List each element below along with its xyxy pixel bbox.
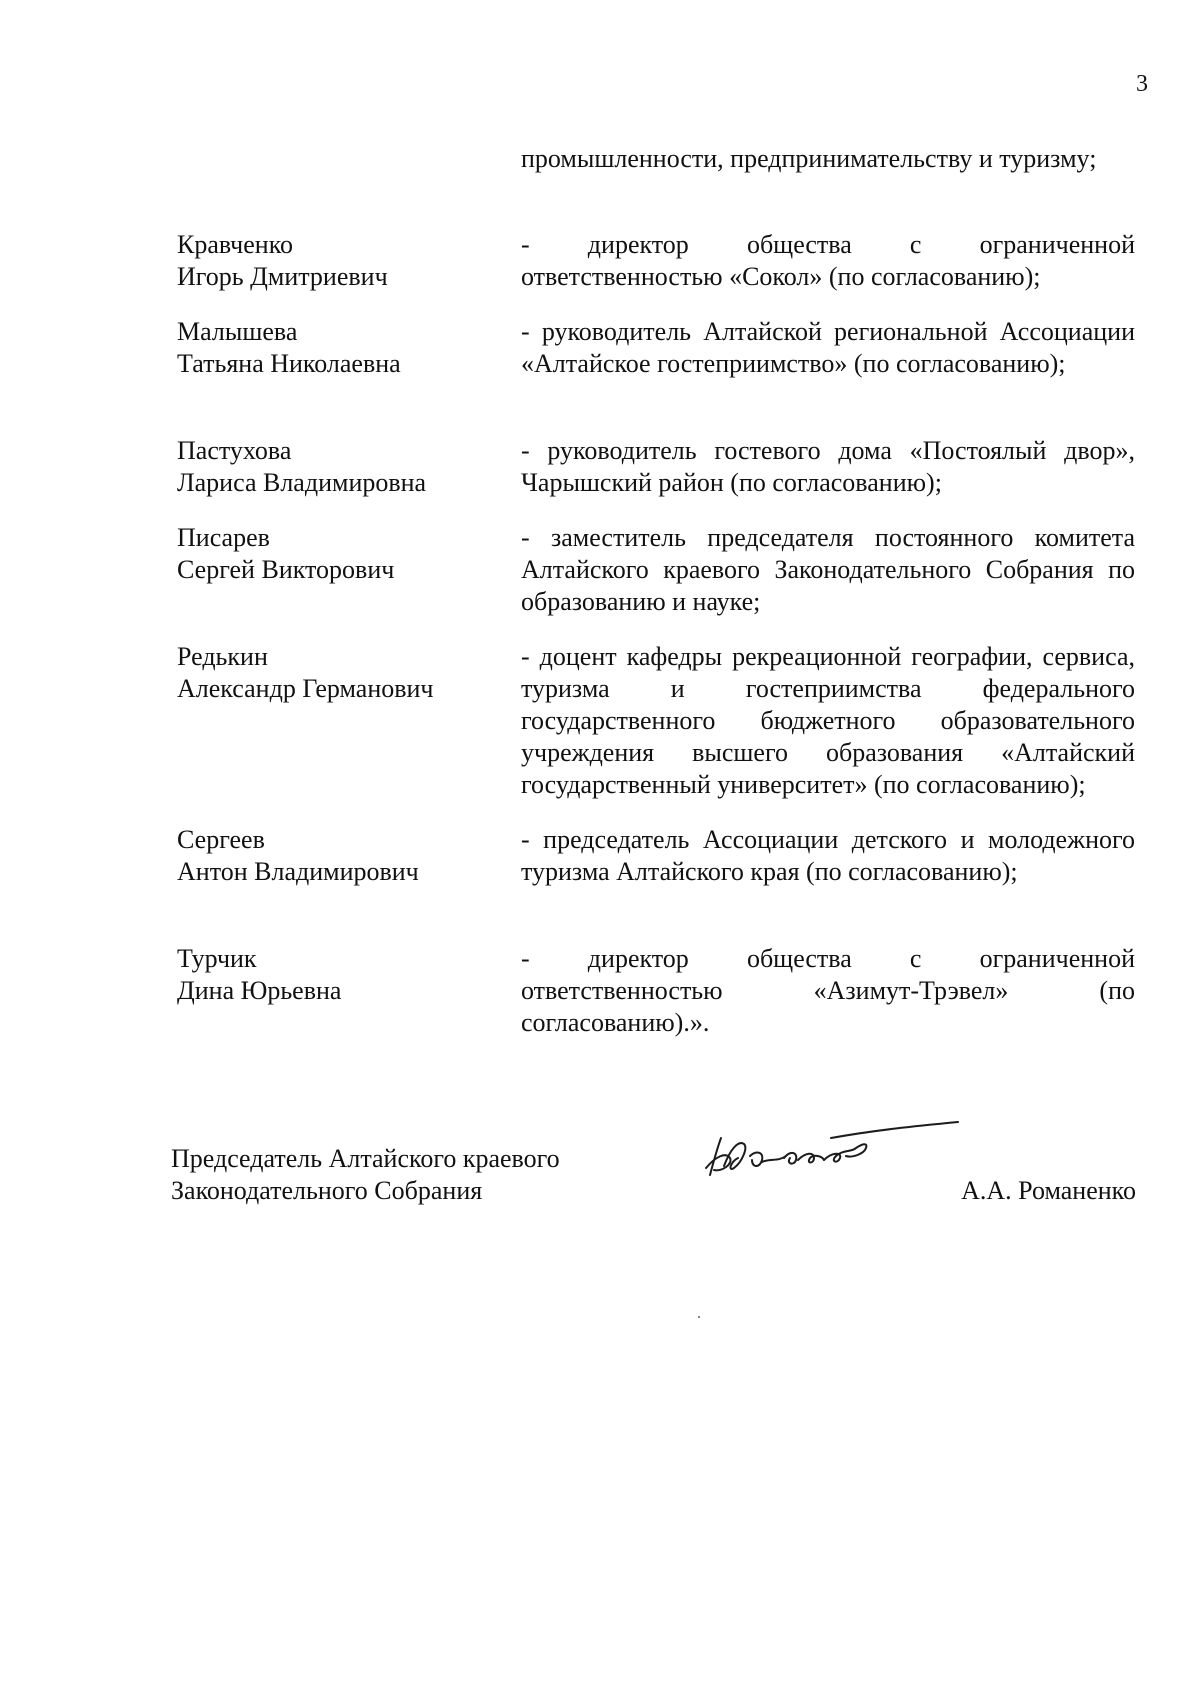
member-name	[177, 316, 497, 380]
member-description: - руководитель гостевого дома «Постоялый двор», Чарышский район (по согласованию);	[521, 436, 1135, 497]
member-name	[177, 641, 497, 705]
member-name	[177, 943, 497, 1007]
page-number: 3	[1136, 71, 1148, 97]
member-last-name: Кравченко	[177, 230, 294, 259]
member-first-names: Игорь Дмитриевич	[177, 262, 388, 291]
intro-description: промышленности, предпринимательству и туризму;	[521, 144, 1097, 173]
signatory-name: А.А. Романенко	[961, 1176, 1136, 1205]
member-last-name: Турчик	[177, 944, 257, 973]
member-description: - председатель Ассоциации детского и молодежного туризма Алтайского края (по согласованию);	[521, 825, 1135, 886]
member-last-name: Малышева	[177, 317, 298, 346]
member-last-name: Пастухова	[177, 436, 292, 465]
member-name	[177, 824, 497, 888]
member-last-name: Сергеев	[177, 825, 265, 854]
signatory-title-line-1: Председатель Алтайского краевого	[171, 1144, 560, 1173]
member-name	[177, 229, 497, 293]
member-first-names: Дина Юрьевна	[177, 976, 342, 1005]
member-last-name: Редькин	[177, 642, 268, 671]
member-first-names: Татьяна Николаевна	[177, 349, 401, 378]
member-first-names: Сергей Викторович	[177, 555, 395, 584]
member-first-names: Александр Германович	[177, 674, 434, 703]
member-last-name: Писарев	[177, 523, 270, 552]
member-name	[177, 522, 497, 586]
member-first-names: Лариса Владимировна	[177, 468, 427, 497]
signatory-title	[171, 1143, 631, 1207]
member-description: - директор общества с ограниченной ответственностью «Сокол» (по согласованию);	[521, 230, 1135, 291]
member-description: - доцент кафедры рекреационной географии, сервиса, туризма и гостеприимства федерального государственного бюджетного образовательного учреждения высшего образования «Алтайский государственный университет» (по согласованию);	[521, 642, 1135, 799]
member-name	[177, 435, 497, 499]
member-description: - директор общества с ограниченной ответственностью «Азимут-Трэвел» (по согласованию).».	[521, 944, 1135, 1037]
member-description: - заместитель председателя постоянного комитета Алтайского краевого Законодательного Собрания по образованию и науке;	[521, 523, 1135, 616]
signatory-title-line-2: Законодательного Собрания	[171, 1176, 483, 1205]
scan-speck	[698, 1316, 700, 1318]
member-first-names: Антон Владимирович	[177, 857, 419, 886]
member-description: - руководитель Алтайской региональной Ассоциации «Алтайское гостеприимство» (по согласованию);	[521, 317, 1135, 378]
